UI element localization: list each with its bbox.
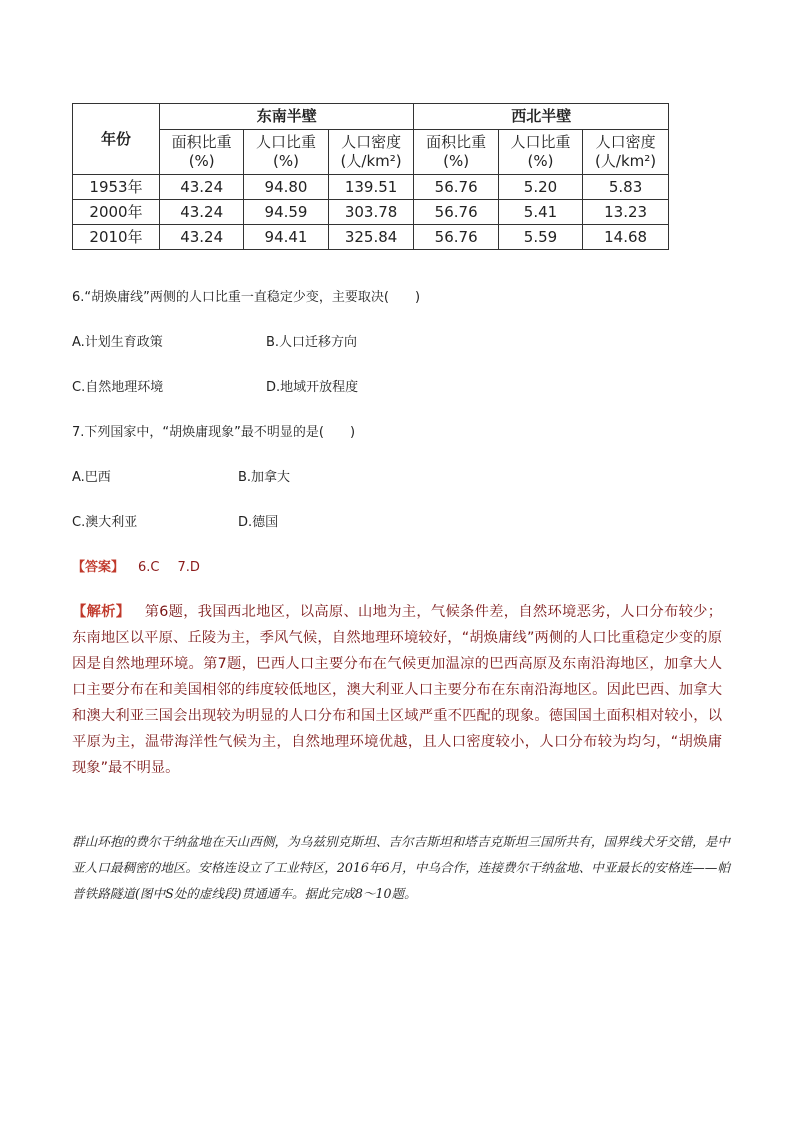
sub-header: 人口密度 (人/km²) — [583, 130, 669, 175]
table-row — [73, 200, 669, 225]
table-cell: 5.41 — [498, 200, 582, 225]
sub-header: 人口密度 (人/km²) — [328, 130, 414, 175]
q6-option-d: D.地域开放程度 — [266, 380, 359, 395]
q7-option-c: C.澳大利亚 — [72, 515, 138, 530]
group-header-southeast: 东南半壁 — [160, 104, 414, 130]
table-row — [73, 225, 669, 250]
answer-tag: 【答案】 — [72, 560, 125, 575]
table-cell: 43.24 — [160, 175, 244, 200]
analysis-tag: 【解析】 — [72, 604, 131, 620]
sub-header: 面积比重 (%) — [414, 130, 498, 175]
population-table — [72, 103, 669, 250]
q6-option-b: B.人口迁移方向 — [266, 335, 358, 350]
table-header-row — [73, 104, 669, 130]
table-cell: 303.78 — [328, 200, 414, 225]
table-cell: 5.20 — [498, 175, 582, 200]
year-header: 年份 — [73, 104, 160, 175]
table-cell: 94.59 — [244, 200, 328, 225]
answer-6: 6.C — [138, 560, 160, 575]
q6-option-a: A.计划生育政策 — [72, 335, 163, 350]
table-cell: 139.51 — [328, 175, 414, 200]
table-cell: 5.59 — [498, 225, 582, 250]
q7-option-d: D.德国 — [238, 515, 279, 530]
q7-option-b: B.加拿大 — [238, 470, 291, 485]
analysis-paragraph — [72, 599, 722, 781]
table-cell: 325.84 — [328, 225, 414, 250]
table-cell: 13.23 — [583, 200, 669, 225]
group-header-northwest: 西北半壁 — [414, 104, 669, 130]
table-cell: 56.76 — [414, 200, 498, 225]
table-row — [73, 175, 669, 200]
row-year: 2000年 — [73, 200, 160, 225]
analysis-text: 第6题，我国西北地区，以高原、山地为主，气候条件差，自然环境恶劣，人口分布较少；东南地区以平原、丘陵为主，季风气候，自然地理环境较好，“胡焕庸线”两侧的人口比重稳定少变的原因是自然地理环境。第7题，巴西人口主要分布在气候更加温凉的巴西高原及东南沿海地区，加拿大人口主要分布在和美国相邻的纬度较低地区，澳大利亚人口主要分布在东南沿海地区。因此巴西、加拿大和澳大利亚三国会出现较为明显的人口分布和国土区域严重不匹配的现象。德国国土面积相对较小，以平原为主，温带海洋性气候为主，自然地理环境优越，且人口密度较小，人口分布较为均匀，“胡焕庸现象”最不明显。 — [72, 604, 723, 776]
sub-header: 人口比重 (%) — [244, 130, 328, 175]
table-cell: 94.80 — [244, 175, 328, 200]
table-cell: 43.24 — [160, 200, 244, 225]
table-cell: 56.76 — [414, 225, 498, 250]
q7-option-a: A.巴西 — [72, 470, 111, 485]
question-7: 7.下列国家中，“胡焕庸现象”最不明显的是( ) — [72, 425, 356, 440]
table-subheader-row — [73, 130, 669, 175]
table-cell: 5.83 — [583, 175, 669, 200]
table-cell: 56.76 — [414, 175, 498, 200]
table-cell: 14.68 — [583, 225, 669, 250]
answer-line — [72, 556, 200, 575]
table-cell: 43.24 — [160, 225, 244, 250]
q6-option-c: C.自然地理环境 — [72, 380, 164, 395]
row-year: 1953年 — [73, 175, 160, 200]
data-table-container — [72, 103, 669, 250]
table-cell: 94.41 — [244, 225, 328, 250]
question-6: 6.“胡焕庸线”两侧的人口比重一直稳定少变，主要取决( ) — [72, 290, 421, 305]
row-year: 2010年 — [73, 225, 160, 250]
sub-header: 面积比重 (%) — [160, 130, 244, 175]
answer-7: 7.D — [177, 560, 200, 575]
sub-header: 人口比重 (%) — [498, 130, 582, 175]
reading-passage: 群山环抱的费尔干纳盆地在天山西侧，为乌兹别克斯坦、吉尔吉斯坦和塔吉克斯坦三国所共有，国界线犬牙交错，是中亚人口最稠密的地区。安格连设立了工业特区，2016年6月，中乌合作，连接费尔干纳盆地、中亚最长的安格连——帕普铁路隧道(图中S处的虚线段)贯通通车。据此完成8～10题。 — [72, 834, 730, 901]
